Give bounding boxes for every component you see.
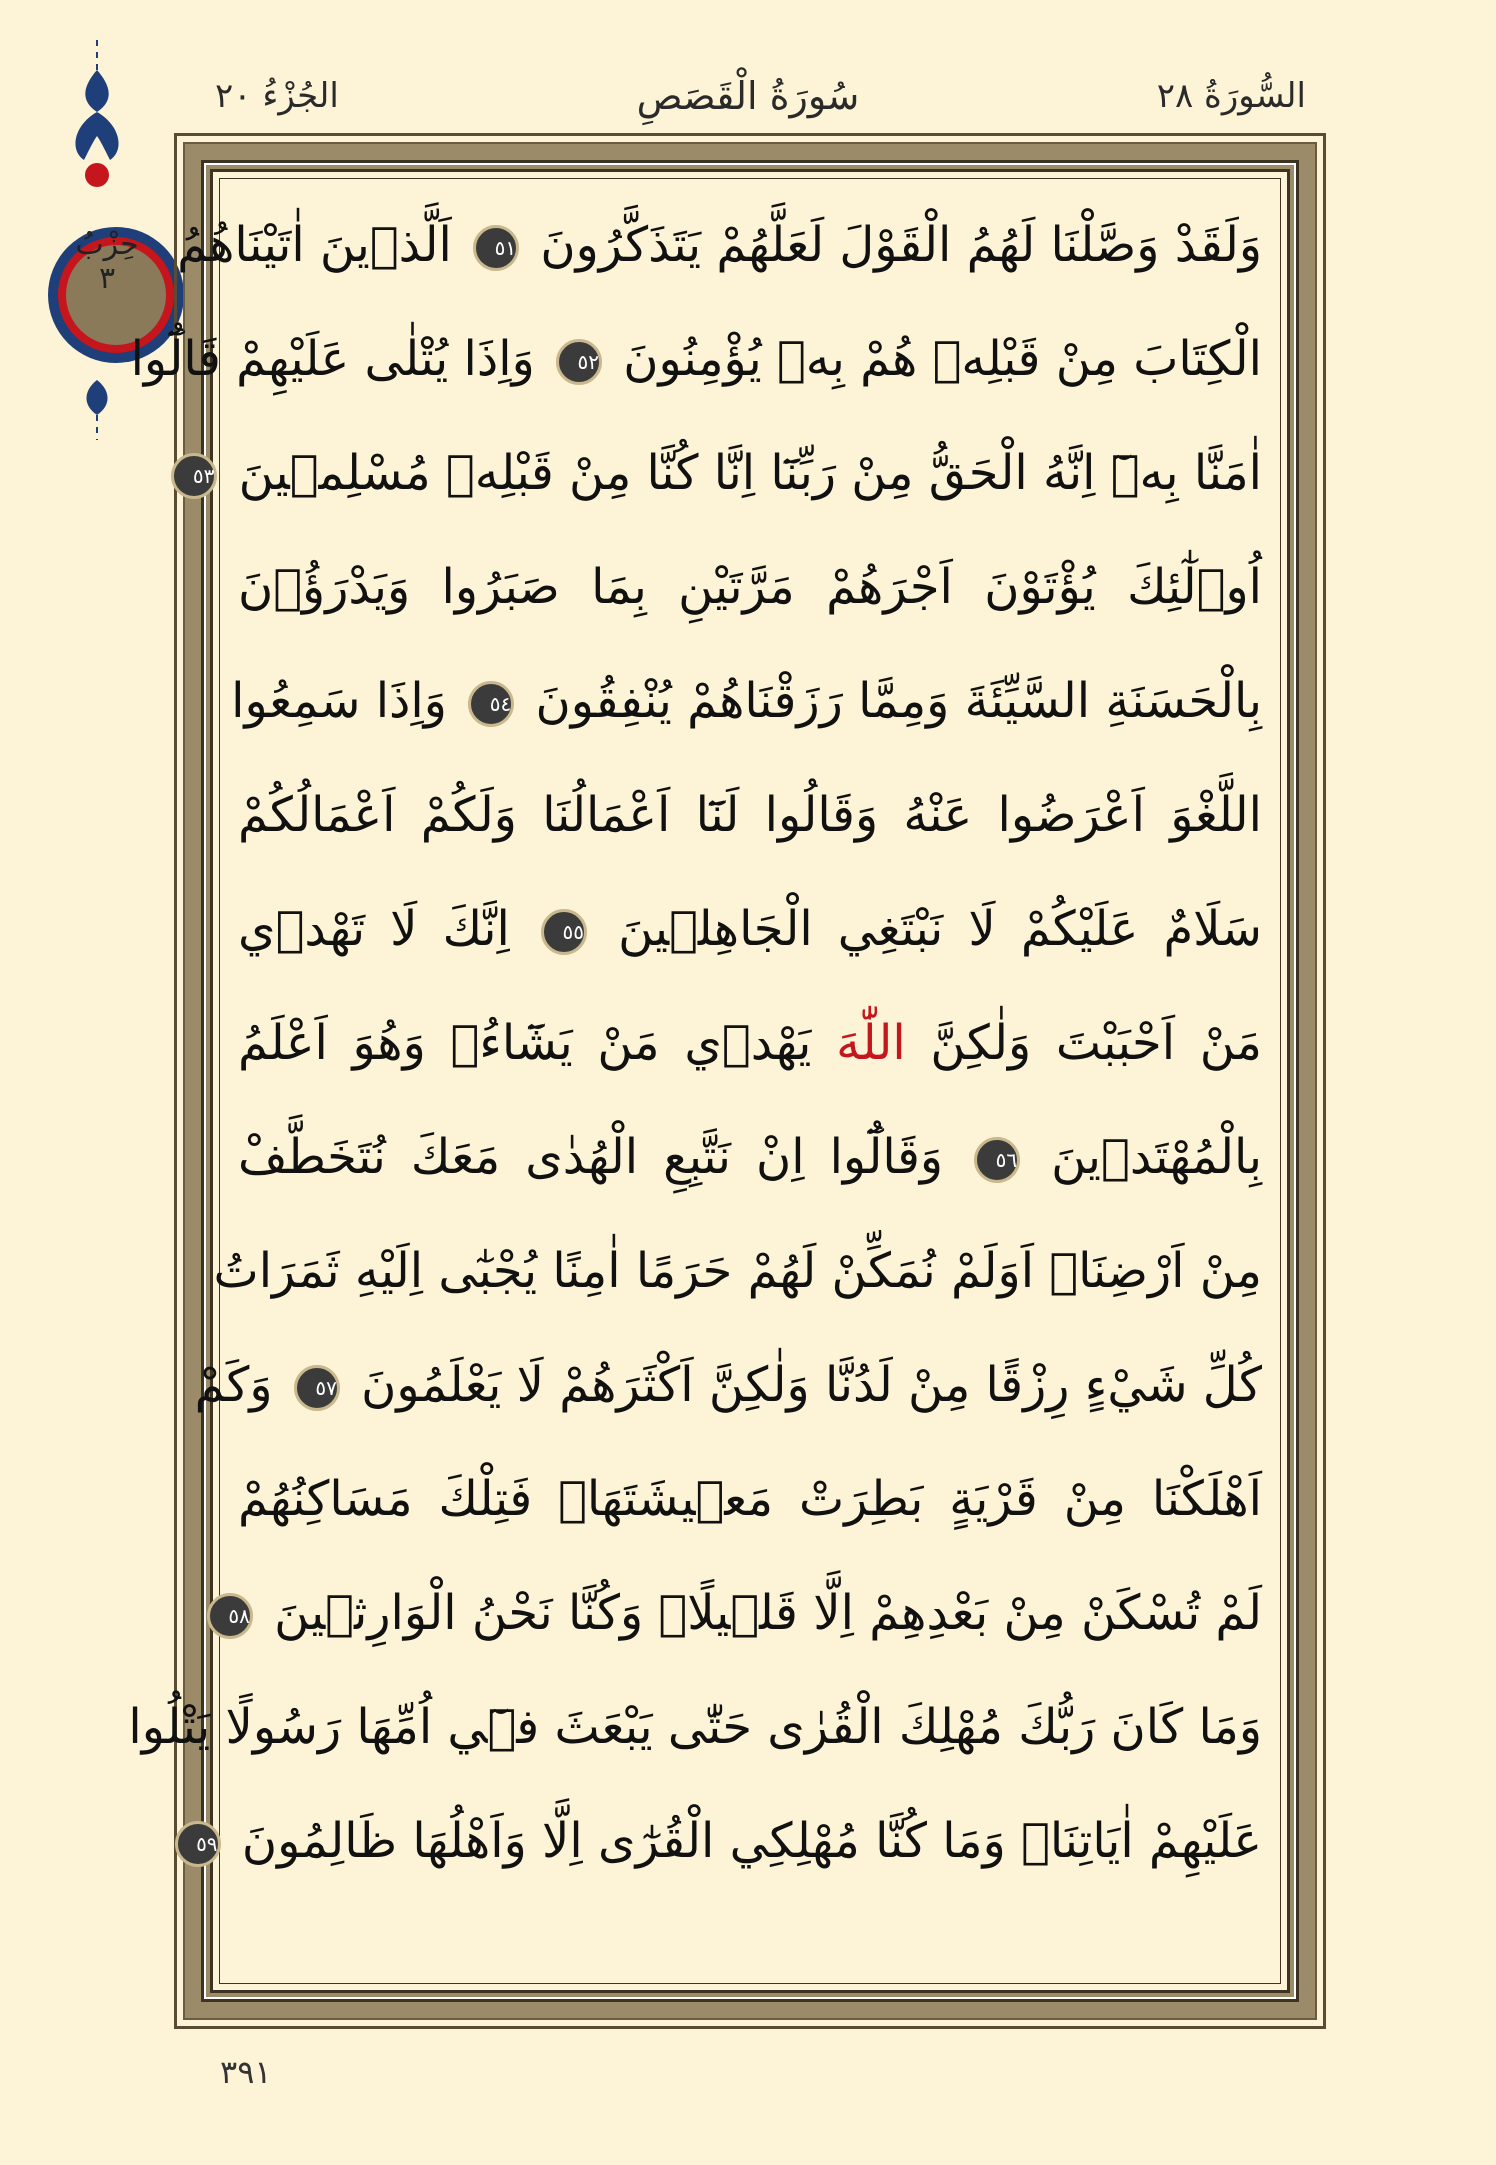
verse-text: اِنَّكَ لَا تَهْد۪ي <box>238 901 510 957</box>
verse-text: بِالْحَسَنَةِ السَّيِّئَةَ وَمِمَّا رَزَقْنَاهُمْ يُنْفِقُونَ <box>535 673 1262 729</box>
verse-text: وَمَا كَانَ رَبُّكَ مُهْلِكَ الْقُرٰى حَتّٰى يَبْعَثَ ف۪ٓي اُمِّهَا رَسُولًا يَتْلُوا <box>128 1699 1262 1755</box>
verse-number-marker: ٥٣ <box>171 453 217 499</box>
hizb-number: ٣ <box>98 261 116 296</box>
verse-line <box>231 651 1262 751</box>
surah-title: سُورَةُ الْقَصَصِ <box>636 74 860 118</box>
verse-text: عَلَيْهِمْ اٰيَاتِنَاۚ وَمَا كُنَّا مُهْلِكِي الْقُرٰٓى اِلَّا وَاَهْلُهَا ظَالِمُونَ <box>241 1813 1262 1869</box>
verse-text: الْكِتَابَ مِنْ قَبْلِه۪ هُمْ بِه۪ يُؤْمِنُونَ <box>623 331 1262 387</box>
verse-text: بِالْمُهْتَد۪ينَ <box>1051 1129 1262 1185</box>
verse-text: اَهْلَكْنَا مِنْ قَرْيَةٍ بَطِرَتْ مَع۪يشَتَهَاۚ فَتِلْكَ مَسَاكِنُهُمْ <box>238 1471 1262 1527</box>
verse-line <box>177 195 1262 295</box>
verse-text: وَاِذَا سَمِعُوا <box>231 673 447 729</box>
verse-line <box>213 1221 1262 1321</box>
verse-number-marker: ٥٩ <box>175 1821 221 1867</box>
verse-line <box>238 1449 1262 1549</box>
verse-line <box>130 309 1262 409</box>
juz-label: الجُزْءُ ٢٠ <box>215 76 339 116</box>
verse-line <box>238 1107 1262 1207</box>
verse-line <box>228 1563 1262 1663</box>
verse-number-marker: ٥٧ <box>294 1365 340 1411</box>
verse-text: وَاِذَا يُتْلٰى عَلَيْهِمْ قَالُٓوا <box>130 331 535 387</box>
surah-number-label: السُّورَةُ ٢٨ <box>1156 76 1306 116</box>
verse-text: وَقَالُٓوا اِنْ نَتَّبِعِ الْهُدٰى مَعَكَ نُتَخَطَّفْ <box>238 1129 944 1185</box>
verse-text: مَنْ اَحْبَبْتَ وَلٰكِنَّ <box>930 1015 1262 1071</box>
verse-line <box>238 537 1262 637</box>
verse-text: اُو۬لٰٓئِكَ يُؤْتَوْنَ اَجْرَهُمْ مَرَّتَيْنِ بِمَا صَبَرُوا وَيَدْرَؤُ۫نَ <box>238 559 1262 615</box>
verse-text: كُلِّ شَيْءٍ رِزْقًا مِنْ لَدُنَّا وَلٰكِنَّ اَكْثَرَهُمْ لَا يَعْلَمُونَ <box>361 1357 1262 1413</box>
verse-number-marker: ٥٤ <box>468 681 514 727</box>
verse-text: اٰمَنَّا بِه۪ٓ اِنَّهُ الْحَقُّ مِنْ رَبِّنَٓا اِنَّا كُنَّا مِنْ قَبْلِه۪ مُسْلِم۪ينَ <box>238 445 1262 501</box>
divine-name: اللّٰهَ <box>836 1015 906 1071</box>
verse-line <box>194 1335 1262 1435</box>
verse-text: وَكَمْ <box>194 1357 273 1413</box>
verse-text: وَلَقَدْ وَصَّلْنَا لَهُمُ الْقَوْلَ لَعَلَّهُمْ يَتَذَكَّرُونَ <box>540 217 1262 273</box>
verse-number-marker: ٥٢ <box>556 339 602 385</box>
verse-line <box>192 423 1262 523</box>
verse-line <box>238 993 1262 1093</box>
verse-text: لَمْ تُسْكَنْ مِنْ بَعْدِهِمْ اِلَّا قَل۪يلًاۜ وَكُنَّا نَحْنُ الْوَارِث۪ينَ <box>274 1585 1262 1641</box>
verse-number-marker: ٥١ <box>473 225 519 271</box>
hizb-label <box>52 228 162 296</box>
verse-text: سَلَامٌ عَلَيْكُمْ لَا نَبْتَغِي الْجَاهِل۪ينَ <box>618 901 1263 957</box>
verse-text: يَهْد۪ي مَنْ يَشَٓاءُۚ وَهُوَ اَعْلَمُ <box>238 1015 812 1071</box>
verse-number-marker: ٥٥ <box>541 909 587 955</box>
page-number: ٣٩١ <box>220 2053 272 2091</box>
verse-line <box>238 879 1262 979</box>
hizb-word: حِزْبُ <box>75 227 139 262</box>
verse-number-marker: ٥٨ <box>207 1593 253 1639</box>
verse-line <box>128 1677 1262 1777</box>
verse-line <box>238 765 1262 865</box>
verse-text: اللَّغْوَ اَعْرَضُوا عَنْهُ وَقَالُوا لَنَٓا اَعْمَالُنَا وَلَكُمْ اَعْمَالُكُمْ <box>238 787 1262 843</box>
verse-text: اَلَّذ۪ينَ اٰتَيْنَاهُمُ <box>177 217 452 273</box>
verse-text: مِنْ اَرْضِنَاۜ اَوَلَمْ نُمَكِّنْ لَهُمْ حَرَمًا اٰمِنًا يُجْبٰٓى اِلَيْهِ ثَمَرَاتُ <box>213 1243 1262 1299</box>
verse-number-marker: ٥٦ <box>974 1137 1020 1183</box>
verse-line <box>196 1791 1262 1891</box>
